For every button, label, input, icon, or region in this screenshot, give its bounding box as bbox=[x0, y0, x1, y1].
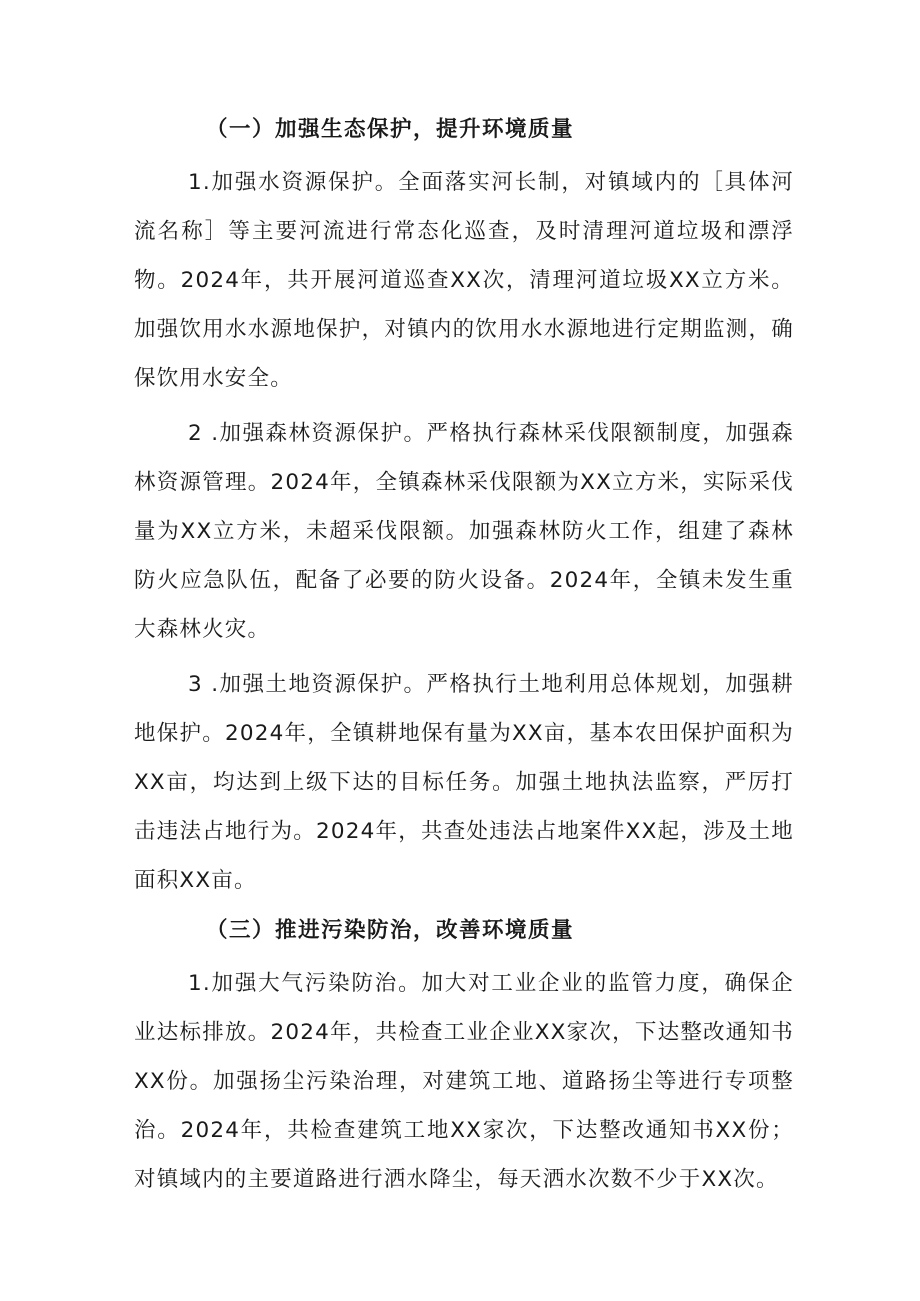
document-page bbox=[134, 110, 794, 1204]
section-heading-pollution: （三）推进污染防治，改善环境质量 bbox=[206, 918, 575, 943]
paragraph-land-resources: 3 .加强土地资源保护。严格执行土地利用总体规划，加强耕地保护。2024年，全镇耕地保有量为XX亩，基本农田保护面积为XX亩，均达到上级下达的目标任务。加强土地执法监察，严厉打击违法占地行为。2024年，共查处违法占地案件XX起，涉及土地面积XX亩。 bbox=[134, 672, 794, 893]
paragraph-forest-resources: 2 .加强森林资源保护。严格执行森林采伐限额制度，加强森林资源管理。2024年，全镇森林采伐限额为XX立方米，实际采伐量为XX立方米，未超采伐限额。加强森林防火工作，组建了森林防火应急队伍，配备了必要的防火设备。2024年，全镇未发生重大森林火灾。 bbox=[134, 421, 794, 642]
paragraph-air-pollution: 1.加强大气污染防治。加大对工业企业的监管力度，确保企业达标排放。2024年，共检查工业企业XX家次，下达整改通知书XX份。加强扬尘污染治理，对建筑工地、道路扬尘等进行专项整治。2024年，共检查建筑工地XX家次，下达整改通知书XX份；对镇域内的主要道路进行洒水降尘，每天洒水次数不少于XX次。 bbox=[134, 971, 794, 1192]
section-heading-ecology: （一）加强生态保护，提升环境质量 bbox=[206, 117, 575, 142]
paragraph-water-resources: 1.加强水资源保护。全面落实河长制，对镇域内的［具体河流名称］等主要河流进行常态化巡查，及时清理河道垃圾和漂浮物。2024年，共开展河道巡查XX次，清理河道垃圾XX立方米。加强饮用水水源地保护，对镇内的饮用水水源地进行定期监测，确保饮用水安全。 bbox=[134, 170, 794, 391]
